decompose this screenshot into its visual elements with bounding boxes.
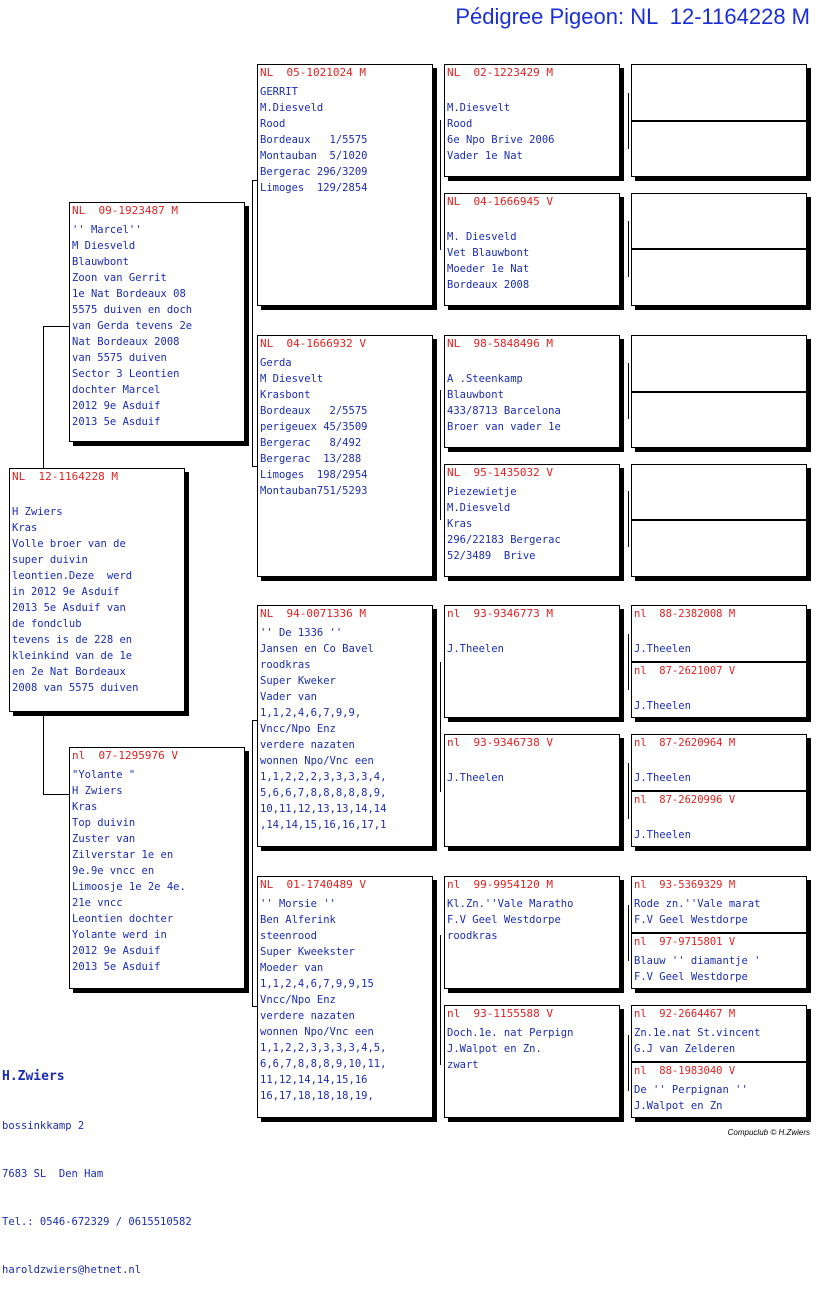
pigeon-info: J.Theelen xyxy=(634,643,691,655)
ring-number: nl 87-2621007 V xyxy=(634,665,736,677)
page-title: Pédigree Pigeon: NL 12-1164228 M xyxy=(455,4,810,29)
pigeon-info: M. Diesveld Vet Blauwbont Moeder 1e Nat Bordeaux 2008 xyxy=(447,231,530,291)
grandfather-paternal-box[interactable] xyxy=(257,64,433,306)
connector-line xyxy=(628,93,629,149)
ancestor-box-g5[interactable] xyxy=(631,464,807,520)
ring-number xyxy=(632,194,806,209)
software-credit: Compuclub © H.Zwiers xyxy=(727,1128,810,1137)
pigeon-info: J.Theelen xyxy=(634,700,691,712)
ancestor-box-g5[interactable] xyxy=(631,933,807,989)
pigeon-info xyxy=(632,137,806,141)
ancestor-box-g5[interactable] xyxy=(631,520,807,577)
connector-line xyxy=(628,763,629,819)
ancestor-box-ffm[interactable] xyxy=(444,193,620,306)
ring-number: nl 92-2664467 M xyxy=(634,1008,736,1020)
ring-number: NL 98-5848496 M xyxy=(447,337,553,350)
pigeon-info: M.Diesvelt Rood 6e Npo Brive 2006 Vader 1e Nat xyxy=(447,102,555,162)
ancestor-box-fmf[interactable] xyxy=(444,335,620,448)
pigeon-info: J.Theelen xyxy=(447,643,504,655)
ring-number: nl 93-1155588 V xyxy=(447,1007,553,1020)
connector-line xyxy=(628,905,629,961)
pigeon-info: J.Theelen xyxy=(447,772,504,784)
owner-city: 7683 SL Den Ham xyxy=(2,1168,104,1180)
pigeon-info xyxy=(632,408,806,412)
ring-number: NL 04-1666945 V xyxy=(447,195,553,208)
pigeon-info xyxy=(632,265,806,269)
ring-number: NL 04-1666932 V xyxy=(260,337,366,350)
ancestor-box-mfm[interactable] xyxy=(444,734,620,847)
connector-line xyxy=(43,326,71,327)
pigeon-info: '' De 1336 '' Jansen en Co Bavel roodkras Super Kweker Vader van 1,1,2,4,6,7,9,9, Vncc/Npo Enz verdere nazaten wonnen Npo/Vnc een 1,1,2,2,2,3,3,3,3,4, 5,6,6,7,8,8,8,8,8,9, 10,11,12,13,13,14,14 ,14,14,15,16,16,17,1 xyxy=(260,627,387,831)
pigeon-info: Kl.Zn.''Vale Maratho F.V Geel Westdorpe roodkras xyxy=(447,898,574,942)
grandmother-maternal-box[interactable] xyxy=(257,876,433,1118)
ring-number xyxy=(632,521,806,536)
ring-number: nl 93-9346738 V xyxy=(447,736,553,749)
ancestor-box-g5[interactable] xyxy=(631,1005,807,1062)
pigeon-info: Gerda M Diesvelt Krasbont Bordeaux 2/5575 perigeuex 45/3509 Bergerac 8/492 Bergerac 13/288 Limoges 198/2954 Montauban751/5293 xyxy=(260,357,368,497)
pigeon-info xyxy=(632,536,806,540)
owner-email[interactable]: haroldzwiers@hetnet.nl xyxy=(2,1264,142,1276)
ancestor-box-g5[interactable] xyxy=(631,249,807,306)
grandfather-maternal-box[interactable] xyxy=(257,605,433,847)
mother-box[interactable] xyxy=(69,747,245,989)
ancestor-box-g5[interactable] xyxy=(631,193,807,249)
ring-number: NL 94-0071336 M xyxy=(260,607,366,620)
connector-line xyxy=(252,180,253,466)
father-box[interactable] xyxy=(69,202,245,442)
pigeon-info xyxy=(632,351,806,355)
pigeon-info: "Yolante " H Zwiers Kras Top duivin Zuster van Zilverstar 1e en 9e.9e vncc en Limoosje 1e 2e 4e. 21e vncc Leontien dochter Yolante werd in 2012 9e Asduif 2013 5e Asduif xyxy=(72,769,186,973)
pigeon-info: J.Theelen xyxy=(634,829,691,841)
connector-line xyxy=(440,662,441,792)
connector-line xyxy=(628,1035,629,1091)
pigeon-info xyxy=(632,209,806,213)
grandmother-paternal-box[interactable] xyxy=(257,335,433,577)
ancestor-box-mmm[interactable] xyxy=(444,1005,620,1118)
connector-line xyxy=(43,712,44,794)
connector-line xyxy=(440,120,441,250)
ancestor-box-g5[interactable] xyxy=(631,791,807,847)
ancestor-box-g5[interactable] xyxy=(631,121,807,177)
owner-info xyxy=(2,1036,192,1294)
connector-line xyxy=(440,390,441,520)
ring-number xyxy=(632,465,806,480)
ring-number: nl 87-2620996 V xyxy=(634,794,736,806)
connector-line xyxy=(628,363,629,419)
owner-name: H.Zwiers xyxy=(2,1069,65,1084)
pigeon-info xyxy=(632,80,806,84)
ancestor-box-g5[interactable] xyxy=(631,64,807,121)
ancestor-box-mff[interactable] xyxy=(444,605,620,718)
connector-line xyxy=(628,634,629,690)
ring-number: NL 09-1923487 M xyxy=(72,204,178,217)
connector-line xyxy=(252,720,253,1006)
ancestor-box-fff[interactable] xyxy=(444,64,620,177)
ring-number: nl 93-9346773 M xyxy=(447,607,553,620)
subject-box[interactable] xyxy=(9,468,185,712)
ring-number xyxy=(632,122,806,137)
connector-line xyxy=(628,221,629,277)
ring-number: NL 95-1435032 V xyxy=(447,466,553,479)
ring-number: nl 87-2620964 M xyxy=(634,737,736,749)
ancestor-box-g5[interactable] xyxy=(631,876,807,933)
owner-address: bossinkkamp 2 xyxy=(2,1120,85,1132)
pigeon-info: '' Morsie '' Ben Alferink steenrood Super Kweekster Moeder van 1,1,2,4,6,7,9,9,15 Vncc/Npo Enz verdere nazaten wonnen Npo/Vnc een 1,1,2,2,3,3,3,3,4,5, 6,6,7,8,8,8,9,10,11, 11,12,14,14,15,16 16,17,18,18,18,19, xyxy=(260,898,387,1102)
pigeon-info: GERRIT M.Diesveld Rood Bordeaux 1/5575 Montauban 5/1020 Bergerac 296/3209 Limoges 129/2854 xyxy=(260,86,368,194)
connector-line xyxy=(628,491,629,547)
owner-phone: Tel.: 0546-672329 / 0615510582 xyxy=(2,1216,192,1228)
ancestor-box-g5[interactable] xyxy=(631,662,807,718)
ring-number: nl 99-9954120 M xyxy=(447,878,553,891)
ancestor-box-g5[interactable] xyxy=(631,335,807,392)
connector-line xyxy=(43,326,44,468)
pigeon-info: De '' Perpignan '' J.Walpot en Zn xyxy=(634,1084,748,1112)
ring-number xyxy=(632,393,806,408)
connector-line xyxy=(43,794,71,795)
pigeon-info: '' Marcel'' M Diesveld Blauwbont Zoon van Gerrit 1e Nat Bordeaux 08 5575 duiven en doch van Gerda tevens 2e Nat Bordeaux 2008 van 5575 duiven Sector 3 Leontien dochter Marcel 2012 9e Asduif 2013 5e Asduif xyxy=(72,224,193,428)
pigeon-info: H Zwiers Kras Volle broer van de super duivin leontien.Deze werd in 2012 9e Asduif 2013 5e Asduif van de fondclub tevens is de 228 en kleinkind van de 1e en 2e Nat Bordeaux 2008 van 5575 duiven xyxy=(12,506,139,694)
ring-number: nl 07-1295976 V xyxy=(72,749,178,762)
ring-number xyxy=(632,250,806,265)
ring-number xyxy=(632,336,806,351)
ring-number: nl 97-9715801 V xyxy=(634,936,736,948)
pigeon-info xyxy=(632,480,806,484)
ancestor-box-mmf[interactable] xyxy=(444,876,620,989)
pigeon-info: Doch.1e. nat Perpign J.Walpot en Zn. zwart xyxy=(447,1027,574,1071)
pigeon-info: Zn.1e.nat St.vincent G.J van Zelderen xyxy=(634,1027,761,1055)
pigeon-info: A .Steenkamp Blauwbont 433/8713 Barcelona Broer van vader 1e xyxy=(447,373,561,433)
ring-number: NL 05-1021024 M xyxy=(260,66,366,79)
pigeon-info: Blauw '' diamantje ' F.V Geel Westdorpe xyxy=(634,955,761,983)
ancestor-box-g5[interactable] xyxy=(631,734,807,791)
connector-line xyxy=(440,935,441,1065)
ring-number: NL 12-1164228 M xyxy=(12,470,118,483)
ancestor-box-g5[interactable] xyxy=(631,1062,807,1118)
ring-number: NL 02-1223429 M xyxy=(447,66,553,79)
ring-number: nl 88-2382008 M xyxy=(634,608,736,620)
ring-number: NL 01-1740489 V xyxy=(260,878,366,891)
ancestor-box-g5[interactable] xyxy=(631,605,807,662)
pigeon-info: J.Theelen xyxy=(634,772,691,784)
ancestor-box-g5[interactable] xyxy=(631,392,807,448)
ring-number: nl 93-5369329 M xyxy=(634,879,736,891)
pigeon-info: Rode zn.''Vale marat F.V Geel Westdorpe xyxy=(634,898,761,926)
ring-number: nl 88-1983040 V xyxy=(634,1065,736,1077)
ancestor-box-fmm[interactable] xyxy=(444,464,620,577)
ring-number xyxy=(632,65,806,80)
pigeon-info: Piezewietje M.Diesveld Kras 296/22183 Bergerac 52/3489 Brive xyxy=(447,486,561,562)
